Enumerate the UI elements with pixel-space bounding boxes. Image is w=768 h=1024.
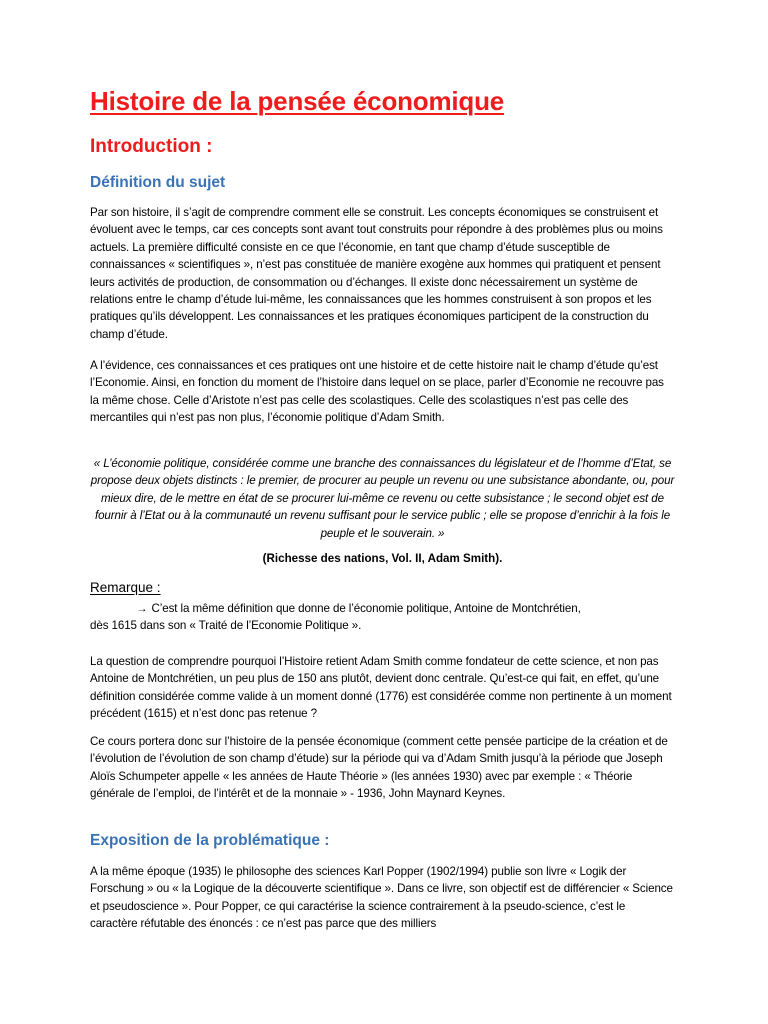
remark-heading: Remarque : [90,580,161,595]
introduction-heading: Introduction : [90,136,213,157]
paragraph-history: A l’évidence, ces connaissances et ces pratiques ont une histoire et de cette histoire nait le champ d’étude qu’est l’Economie. Ainsi, en fonction du moment de l’histoire dans lequel on se place, parler d’Economie ne recouvre pas la même chose. Celle d’Aristote n’est pas celle des scolastiques. Celle des scolastiques n’est pas celle des mercantiles qui n’est pas non plus, l’économie politique d’Adam Smith. [90,359,664,425]
arrow-right-icon: → [136,602,148,615]
exposition-heading: Exposition de la problématique : [90,832,330,849]
paragraph-question: La question de comprendre pourquoi l’Histoire retient Adam Smith comme fondateur de cette science, et non pas Antoine de Montchrétien, un peu plus de 150 ans plutôt, devient donc centrale. Qu’est-ce qui fait, en effet, qu’une définition considérée comme valide à un moment donné (1776) est considérée comme non pertinente à un moment précédent (1615) et n’est donc pas retenue ? [90,655,672,721]
remark-line-2: dès 1615 dans son « Traité de l’Economie Politique ». [90,619,362,632]
adam-smith-quote: « L’économie politique, considérée comme une branche des connaissances du législateur et de l’homme d’Etat, se propose deux objets distincts : le premier, de procurer au peuple un revenu ou une subsistance abondante, ou, pour mieux dire, de le mettre en état de se procurer lui-même ce revenu ou cette subsistance ; le second objet est de fournir à l’Etat ou à la communauté un revenu suffisant pour le service public ; elle se propose d’enrichir à la fois le peuple et le souverain. » [90,457,675,540]
paragraph-definition: Par son histoire, il s’agit de comprendre comment elle se construit. Les concepts économiques se construisent et évoluent avec le temps, car ces concepts sont avant tout construits pour répondre à des problèmes plus ou moins actuels. La première difficulté consiste en ce que l’économie, en tant que champ d’étude susceptible de connaissances « scientifiques », n’est pas constituée de manière exogène aux hommes qui pratiquent et pensent leurs activités de production, de consommation ou d’échanges. Il existe donc nécessairement un système de relations entre le champ d’étude lui-même, les connaissances que les hommes construisent à son propos et les pratiques qu’ils développent. Les connaissances et les pratiques économiques participent de la construction du champ d’étude. [90,206,663,341]
definition-heading: Définition du sujet [90,174,226,191]
paragraph-course: Ce cours portera donc sur l’histoire de la pensée économique (comment cette pensée participe de la création et de l’évolution de l’évolution de son champ d’étude) sur la période qui va d’Adam Smith jusqu’à la période que Joseph Aloïs Schumpeter appelle « les années de Haute Théorie » (les années 1930) avec par exemple : « Théorie générale de l’emploi, de l’intérêt et de la monnaie » - 1936, John Maynard Keynes. [90,735,668,801]
remark-line-1 [90,600,675,617]
document-title: Histoire de la pensée économique [90,86,505,116]
remark-text-1: C’est la même définition que donne de l’économie politique, Antoine de Montchrétien, [151,602,581,615]
quote-citation: (Richesse des nations, Vol. II, Adam Smith). [262,552,503,565]
paragraph-popper: A la même époque (1935) le philosophe des sciences Karl Popper (1902/1994) publie son livre « Logik der Forschung » ou « la Logique de la découverte scientifique ». Dans ce livre, son objectif est de différencier « Science et pseudoscience ». Pour Popper, ce qui caractérise la science contrairement à la pseudo-science, c’est le caractère réfutable des énoncés : ce n’est pas parce que des milliers [90,865,673,931]
